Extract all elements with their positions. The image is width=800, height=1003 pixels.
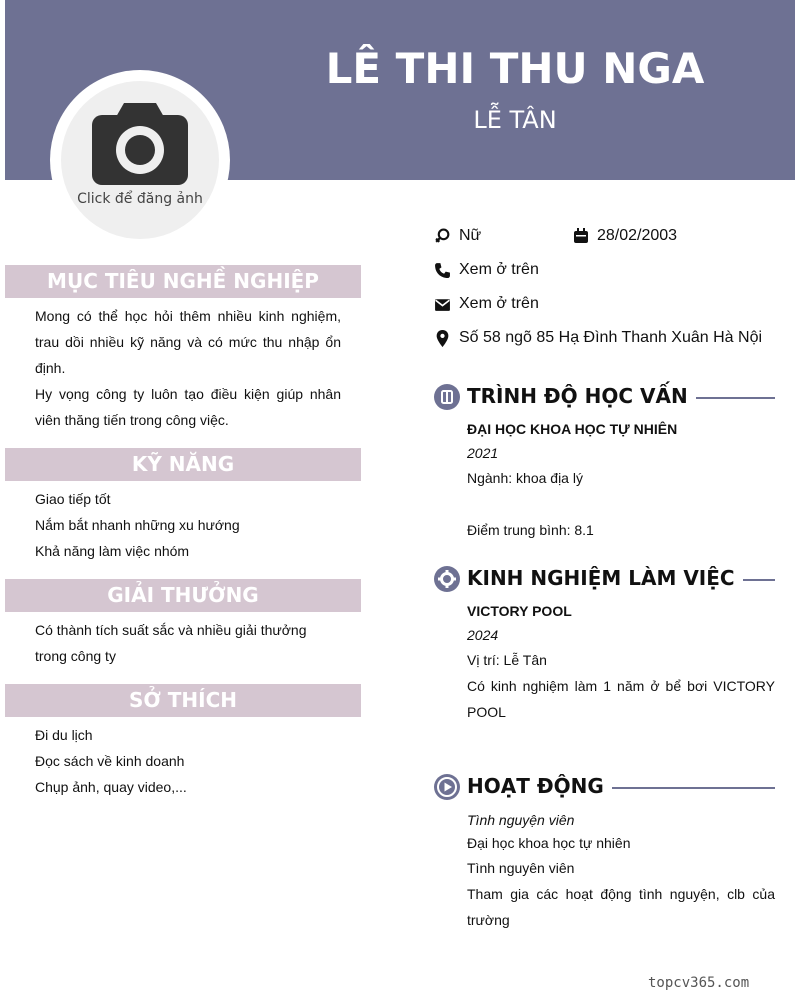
activity-name: Tình nguyện viên [467, 812, 575, 828]
experience-position: Vị trí: Lễ Tân [467, 652, 547, 668]
book-icon [433, 383, 461, 411]
skill-item: Nắm bắt nhanh những xu hướng [35, 517, 240, 533]
camera-icon [92, 103, 188, 185]
map-pin-icon [434, 330, 451, 347]
avatar-upload-label: Click để đăng ảnh [77, 191, 203, 207]
avatar-upload[interactable] [61, 81, 219, 239]
education-school: ĐẠI HỌC KHOA HỌC TỰ NHIÊN [467, 421, 678, 437]
hobby-item: Đọc sách về kinh doanh [35, 753, 185, 769]
calendar-icon [573, 228, 589, 244]
skill-item: Giao tiếp tốt [35, 491, 111, 507]
awards-text: Có thành tích suất sắc và nhiều giải thưởng trong công ty [35, 622, 307, 664]
gear-icon [433, 565, 461, 593]
experience-year: 2024 [467, 627, 499, 643]
gender-row [434, 227, 481, 245]
education-heading: TRÌNH ĐỘ HỌC VẤN [467, 384, 696, 408]
experience-heading: KINH NGHIỆM LÀM VIỆC [467, 566, 743, 590]
skill-item: Khả năng làm việc nhóm [35, 543, 190, 559]
hobby-item: Chụp ảnh, quay video,... [35, 779, 187, 795]
email-value: Xem ở trên [459, 295, 539, 312]
activity-description: Tham gia các hoạt động tình nguyện, clb của trường [467, 886, 775, 928]
gender-icon [434, 228, 451, 245]
birthdate-value: 28/02/2003 [597, 227, 678, 244]
experience-section-header [433, 564, 775, 594]
address-value: Số 58 ngõ 85 Hạ Đình Thanh Xuân Hà Nội [459, 329, 763, 346]
skills-heading: KỸ NĂNG [5, 448, 361, 481]
education-section-header [433, 382, 775, 412]
phone-row [434, 261, 539, 279]
candidate-role: LỄ TÂN [473, 106, 557, 134]
objective-text-1: Mong có thể học hỏi thêm nhiều kinh nghiệm, trau dồi nhiều kỹ năng và có mức thu nhập ổn định. [35, 308, 341, 376]
email-row [434, 295, 539, 313]
objective-text-2: Hy vọng công ty luôn tạo điều kiện giúp nhân viên thăng tiến trong công việc. [35, 386, 341, 428]
phone-value: Xem ở trên [459, 261, 539, 278]
address-row [434, 329, 762, 347]
experience-company: VICTORY POOL [467, 603, 572, 619]
play-circle-icon [433, 773, 461, 801]
education-year: 2021 [467, 445, 499, 461]
activity-organization: Đại học khoa học tự nhiên [467, 835, 631, 851]
activities-section-header [433, 772, 775, 802]
activity-role: Tình nguyên viên [467, 860, 575, 876]
envelope-icon [434, 296, 451, 313]
education-gpa: Điểm trung bình: 8.1 [467, 522, 594, 538]
activities-heading: HOẠT ĐỘNG [467, 774, 612, 798]
hobby-item: Đi du lịch [35, 727, 93, 743]
objective-heading: MỤC TIÊU NGHỀ NGHIỆP [5, 265, 361, 298]
birthdate-row [573, 227, 677, 245]
phone-icon [434, 262, 451, 279]
experience-description: Có kinh nghiệm làm 1 năm ở bể bơi VICTORY POOL [467, 678, 775, 720]
hobbies-heading: SỞ THÍCH [5, 684, 361, 717]
footer-watermark: topcv365.com [648, 975, 750, 991]
education-major: Ngành: khoa địa lý [467, 470, 583, 486]
candidate-name: LÊ THI THU NGA [325, 44, 705, 93]
awards-heading: GIẢI THƯỞNG [5, 579, 361, 612]
gender-value: Nữ [459, 227, 482, 244]
section-divider [586, 787, 775, 789]
